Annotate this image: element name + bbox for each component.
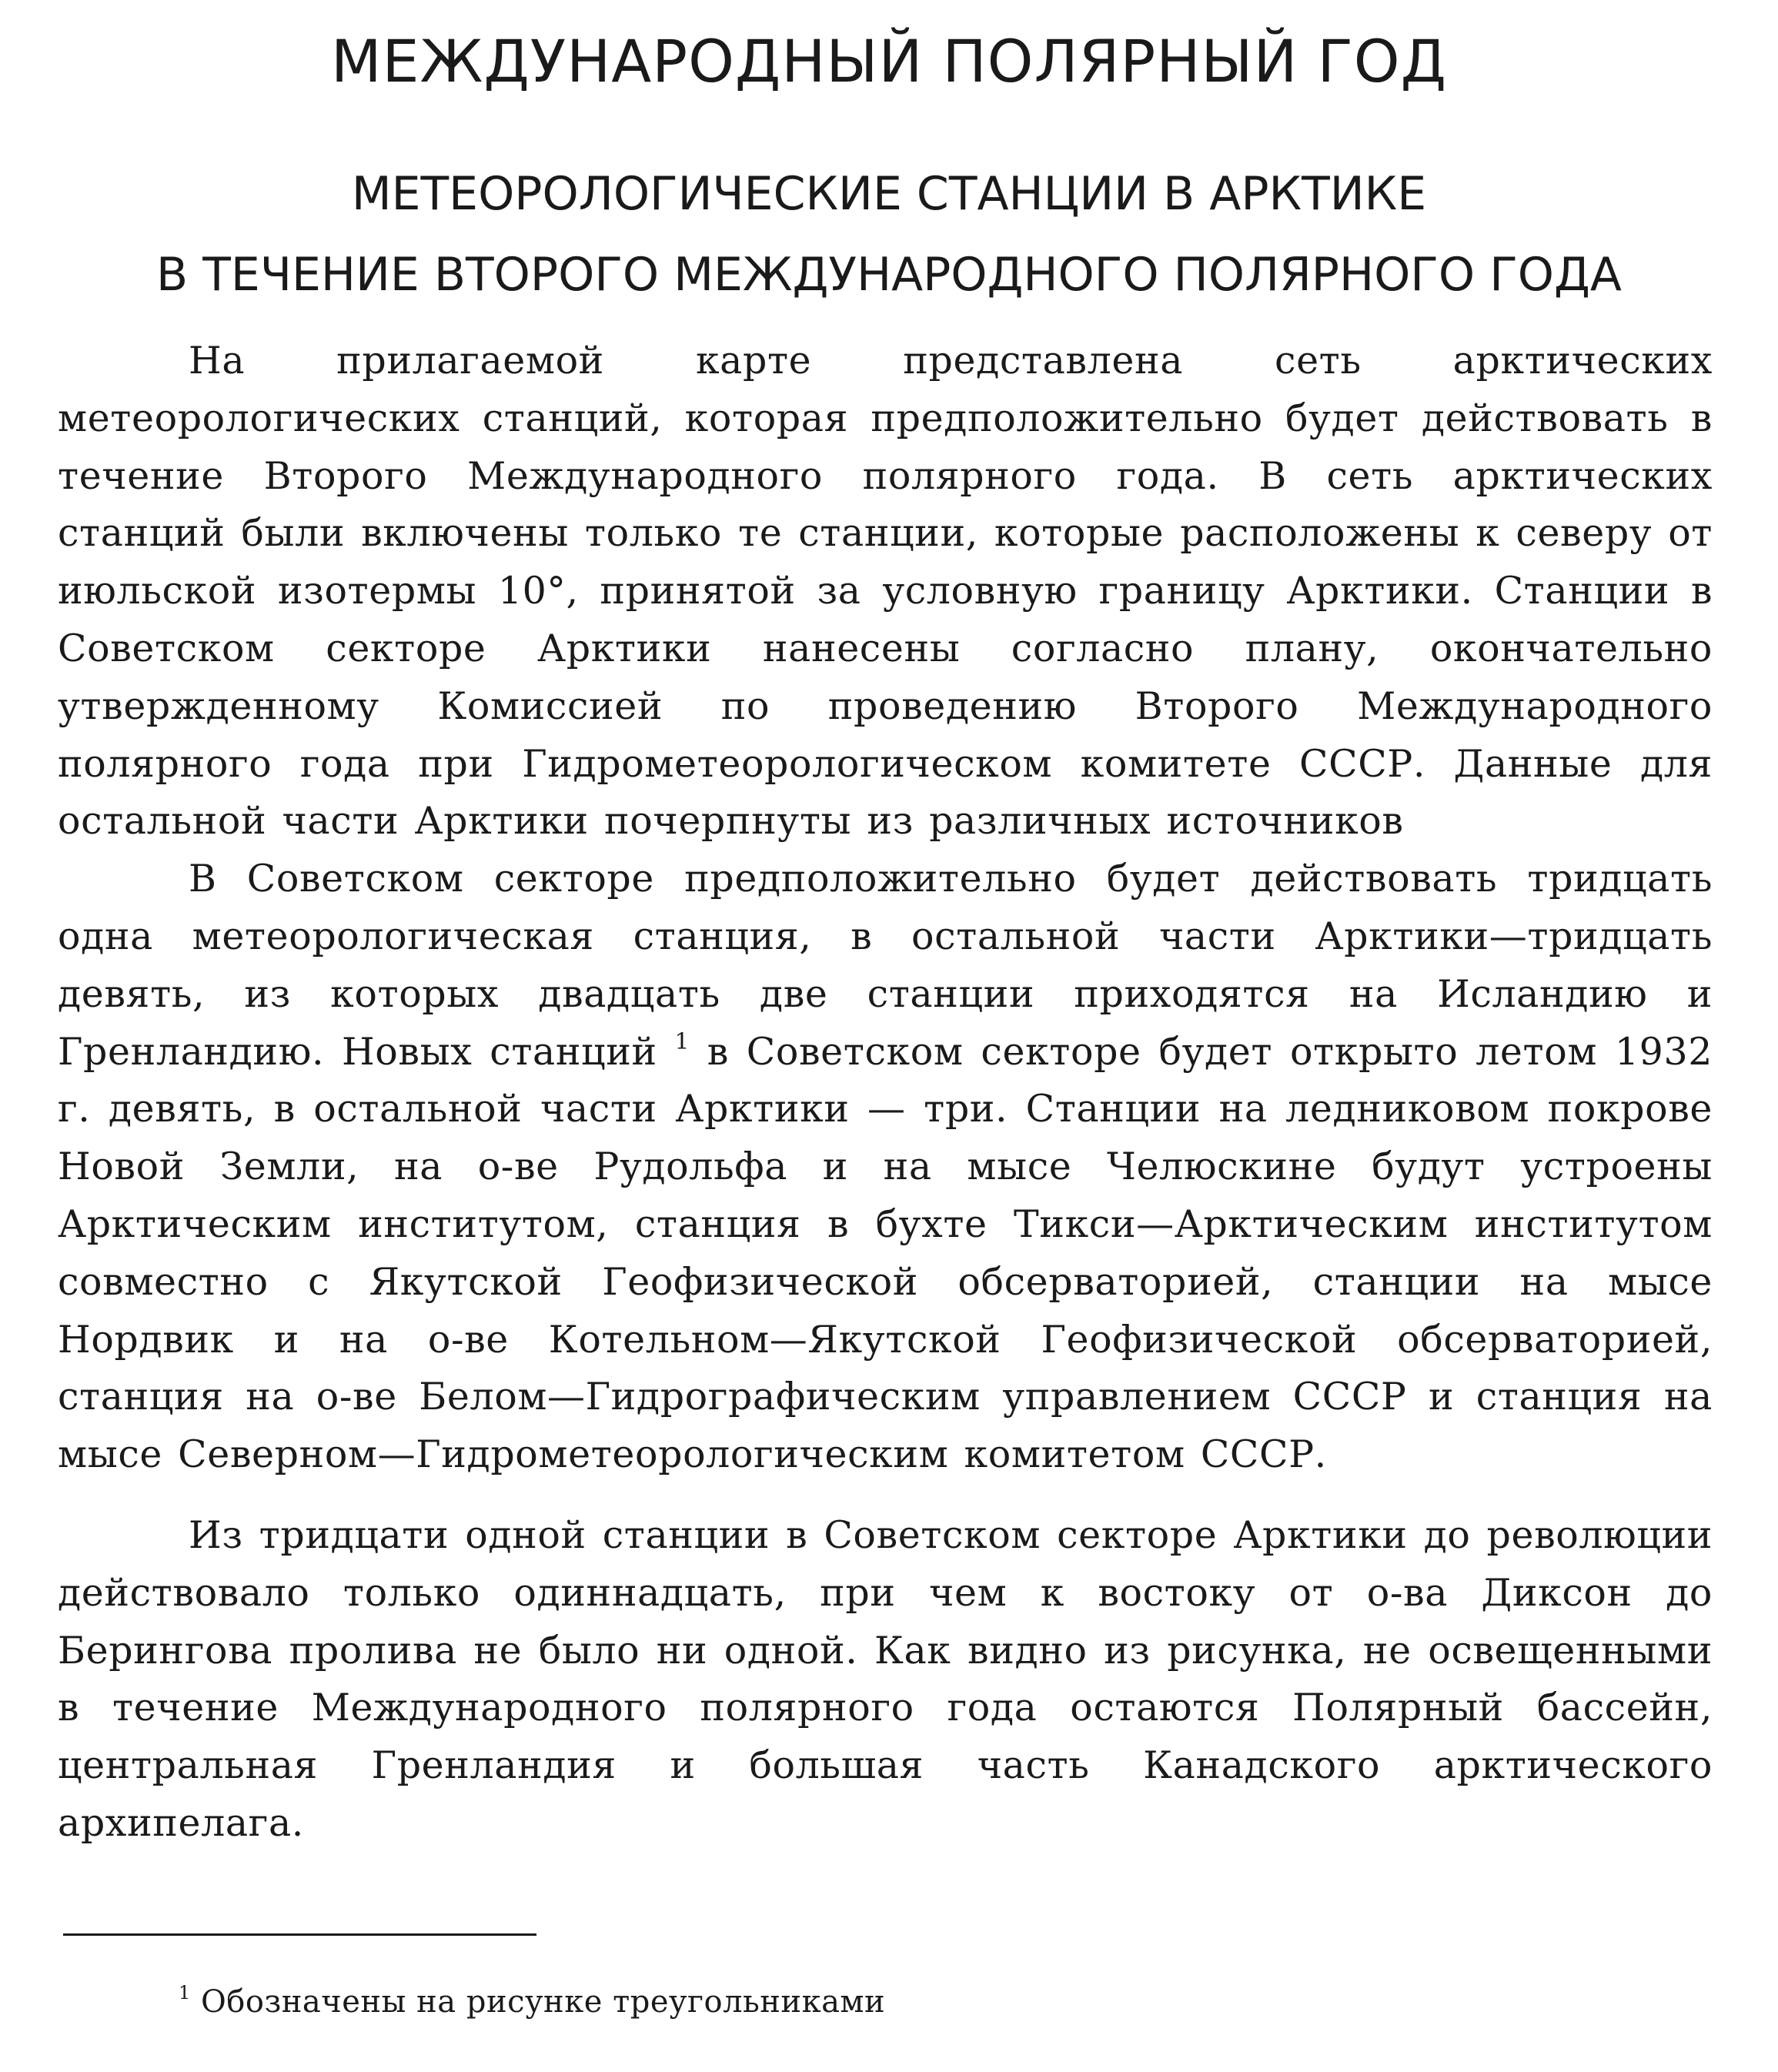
footnote [179, 1982, 886, 2020]
article-title-line-2: В ТЕЧЕНИЕ ВТОРОГО МЕЖДУНАРОДНОГО ПОЛЯРНОГО ГОДА [156, 248, 1622, 302]
page-title: МЕЖДУНАРОДНЫЙ ПОЛЯРНЫЙ ГОД [330, 27, 1448, 95]
paragraph-2-part-2: в Советском секторе будет открыто летом 1932 г. девять, в остальной части Арктики — три. Станции на ледниковом покрове Новой Земли, на о-ве Рудольфа и на мысе Челюскине будут устроены Арктическим институтом, станция в бухте Тикси—Арктическим институтом совместно с Якутской Геофизической обсерваторией, станции на мысе Нордвик и на о-ве Котельном—Якутской Геофизической обсерваторией, станция на о-ве Белом—Гидрографическим управлением СССР и станция на мысе Северном—Гидрометеорологическим комитетом СССР. [58, 1029, 1713, 1477]
paragraph-2 [58, 851, 1713, 1484]
footnote-reference: 1 [674, 1027, 690, 1054]
paragraph-3: Из тридцати одной станции в Советском секторе Арктики до революции действовало только одиннадцать, при чем к востоку от о-ва Диксон до Берингова пролива не было ни одной. Как видно из рисунка, не освещенными в течение Международного полярного года остаются Полярный бассейн, центральная Гренландия и большая часть Канадского арктического архипелага. [58, 1512, 1713, 1845]
footnote-text: Обозначены на рисунке треугольниками [201, 1984, 886, 2020]
article-body [58, 333, 1713, 1853]
footnote-number: 1 [179, 1982, 191, 2004]
footnote-divider [63, 1933, 536, 1936]
article-title-line-1: МЕТЕОРОЛОГИЧЕСКИЕ СТАНЦИИ В АРКТИКЕ [351, 167, 1427, 221]
paragraph-1: На прилагаемой карте представлена сеть арктических метеорологических станций, которая предположительно будет действовать в течение Второго Международного полярного года. В сеть арктических станций были включены только те станции, которые расположены к северу от июльской изотермы 10°, принятой за условную границу Арктики. Станции в Советском секторе Арктики нанесены согласно плану, окончательно утвержденному Комиссией по проведению Второго Международного полярного года при Гидрометеорологическом комитете СССР. Данные для остальной части Арктики почерпнуты из различных источников [58, 339, 1713, 844]
paragraph-2-part-1: В Советском секторе предположительно будет действовать тридцать одна метеорологическая станция, в остальной части Арктики—тридцать девять, из которых двадцать две станции приходятся на Исландию и Гренландию. Новых станций [58, 857, 1713, 1074]
